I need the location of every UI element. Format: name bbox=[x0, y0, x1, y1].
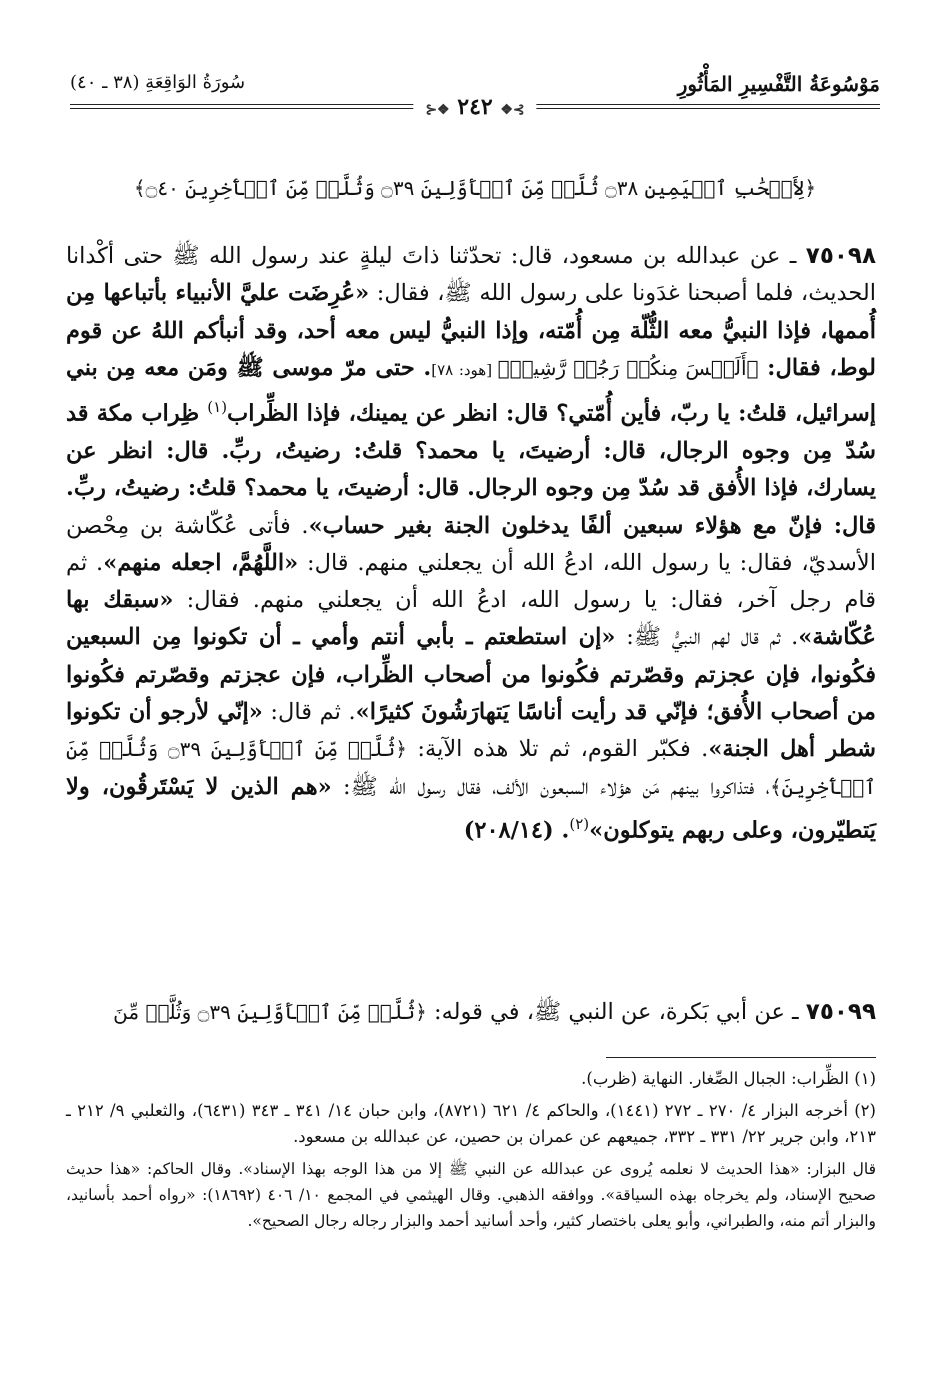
page-number-block bbox=[413, 94, 536, 120]
hadith-text: ـ عن أبي بَكرة، عن النبي ﷺ، في قوله: bbox=[426, 999, 806, 1025]
hadith-text: ـ عن عبدالله بن مسعود، قال: تحدّثنا ذاتَ ليلةٍ عند رسول الله ﷺ حتى أكْدانا الحديث، فلما أصبحنا غدَونا على رسول الله ﷺ، فقال: bbox=[66, 243, 876, 307]
footnote-note: قال البزار: «هذا الحديث لا نعلمه يُروى عن عبدالله عن النبي ﷺ إلا من هذا الوجه بهذا الإسناد». وقال الحاكم: «هذا حديث صحيح الإسناد، ولم يخرجاه بهذه السياقة». ووافقه الذهبي. وقال الهيثمي في المجمع ١٠/ ٤٠٦ (١٨٦٩٢): «رواه أحمد بأسانيد، والبزار أتم منه، والطبراني، وأبو يعلى باختصار كثير، وأحد أسانيد أحمد والبزار رجاله رجال الصحيح». bbox=[66, 1160, 876, 1230]
quran-quote: ﴿أَلَيۡسَ مِنكُمۡ رَجُلٞ رَّشِيدٞ﴾ bbox=[497, 355, 759, 380]
hadith-quote: «سبقك بها عُكّاشة» bbox=[66, 587, 876, 651]
surah-range: سُورَةُ الوَاقِعَةِ (٣٨ ـ ٤٠) bbox=[70, 72, 246, 93]
quran-verse: ﴿لِأَصۡحَٰبِ ٱلۡيَمِينِ ۝٣٨ ثُلَّةٞ مِّنَ ٱلۡأَوَّلِينَ ۝٣٩ وَثُلَّةٞ مِّنَ ٱلۡأٓخِرِينَ ۝٤٠﴾ bbox=[133, 176, 817, 200]
hadith-number: ٧٥٠٩٩ bbox=[805, 999, 876, 1025]
hadith-quote: ظِراب مكة قد سُدّ مِن وجوه الرجال، قال: أرضيتَ، يا محمد؟ قلتُ: رضيتُ، ربِّ. قال: انظر عن يسارك، فإذا الأُفق قد سُدّ مِن وجوه الرجال. قال: أرضيتَ، يا محمد؟ قلتُ: رضيتُ، ربِّ. قال: فإنّ مع هؤلاء سبعين ألفًا يدخلون الجنة بغير حساب» bbox=[66, 400, 876, 539]
hadith-text: . فأتى عُكّاشة بن مِحْصن الأسديّ، فقال: يا رسول الله، ادعُ الله أن يجعلني منهم. قال: bbox=[66, 512, 876, 576]
hadith-quote: . حتى مرّ موسى ﷺ ومَن معه مِن بني إسرائيل، قلتُ: يا ربّ، فأين أُمّتي؟ قال: انظر عن يمينك، فإذا الظِّراب bbox=[66, 354, 876, 427]
hadith-text: . فكبّر القوم، ثم تلا هذه الآية: bbox=[406, 736, 709, 763]
ornament-icon: ❖⊰ bbox=[500, 102, 525, 118]
book-title: مَوْسُوعَةُ التَّفْسِيرِ المَأْثُورِ bbox=[677, 72, 880, 96]
footnote-1: (١) الظِّراب: الجبال الصِّغار. النهاية (ظرب). bbox=[581, 1069, 876, 1088]
footnote-ref: (٢) bbox=[569, 814, 590, 833]
footnote-ref: (١) bbox=[207, 398, 228, 417]
hadith-quote: «هم الذين لا يَسْتَرقُون، ولا يَتطيّرون، وعلى ربهم يتوكلون» bbox=[66, 773, 876, 844]
hadith-text: ، فتذاكروا بينهم مَن هؤلاء السبعون الألف، فقال رسول الله ﷺ: bbox=[331, 773, 770, 800]
hadith-quote: «إنّي لأرجو أن تكونوا شطر أهل الجنة» bbox=[66, 699, 877, 763]
verse-reference: [هود: ٧٨] bbox=[431, 360, 498, 379]
page-header bbox=[70, 64, 880, 128]
hadith-quote: «عُرِضَت عليَّ الأنبياء بأتباعها مِن أُممها، فإذا النبيُّ معه الثُّلّة مِن أُمّته، وإذا النبيُّ ليس معه أحد، وقد أنبأكم اللهُ عن قوم لوط، فقال: bbox=[66, 280, 876, 381]
hadith-75098 bbox=[66, 238, 876, 850]
footnote-rule bbox=[606, 1057, 876, 1058]
hadith-text: . ثم قال: bbox=[262, 699, 356, 726]
volume-reference: . (٢٠٨/١٤) bbox=[463, 817, 570, 844]
quran-quote: ﴿ثُلَّةٞ مِّنَ ٱلۡأَوَّلِينَ ۝٣٩ وَثُلَّةٞ مِّنَ ٱلۡأٓخِرِينَ﴾ bbox=[66, 737, 876, 799]
quran-quote: ﴿ثُلَّةٞ مِّنَ ٱلۡأَوَّلِينَ ۝٣٩ وَثُلَّةٞ مِّنَ bbox=[113, 1000, 427, 1024]
footnotes bbox=[66, 1066, 876, 1240]
hadith-quote: «اللَّهُمَّ، اجعله منهم» bbox=[103, 549, 299, 576]
hadith-text: . ثم قام رجل آخر، فقال: يا رسول الله، ادعُ الله أن يجعلني منهم. فقال: bbox=[66, 549, 876, 614]
footnote-2: (٢) أخرجه البزار ٤/ ٢٧٠ ـ ٢٧٢ (١٤٤١)، والحاكم ٤/ ٦٢١ (٨٧٢١)، وابن حبان ١٤/ ٣٤١ ـ ٣٤٣ (٦٤٣١)، والثعلبي ٩/ ٢١٢ ـ ٢١٣، وابن جرير ٢٢/ ٣٣١ ـ ٣٣٢، جميعهم عن عمران بن حصين، عن عبدالله بن مسعود. bbox=[66, 1101, 876, 1146]
hadith-75099 bbox=[66, 994, 876, 1031]
page-number: ٢٤٢ bbox=[457, 94, 493, 120]
hadith-quote: «إن استطعتم ـ بأبي أنتم وأمي ـ أن تكونوا مِن السبعين فكُونوا، فإن عجزتم وقصّرتم فكُونوا من أصحاب الظِّراب، فإن عجزتم وقصّرتم فكُونوا من أصحاب الأُفق؛ فإنّي قد رأيت أناسًا يَتهارَشُونَ كثيرًا» bbox=[66, 624, 876, 726]
hadith-text: . ثم قال لهم النبيُّ ﷺ: bbox=[615, 624, 799, 651]
ornament-icon: ⊱❖ bbox=[425, 102, 450, 118]
hadith-number: ٧٥٠٩٨ bbox=[805, 243, 876, 269]
